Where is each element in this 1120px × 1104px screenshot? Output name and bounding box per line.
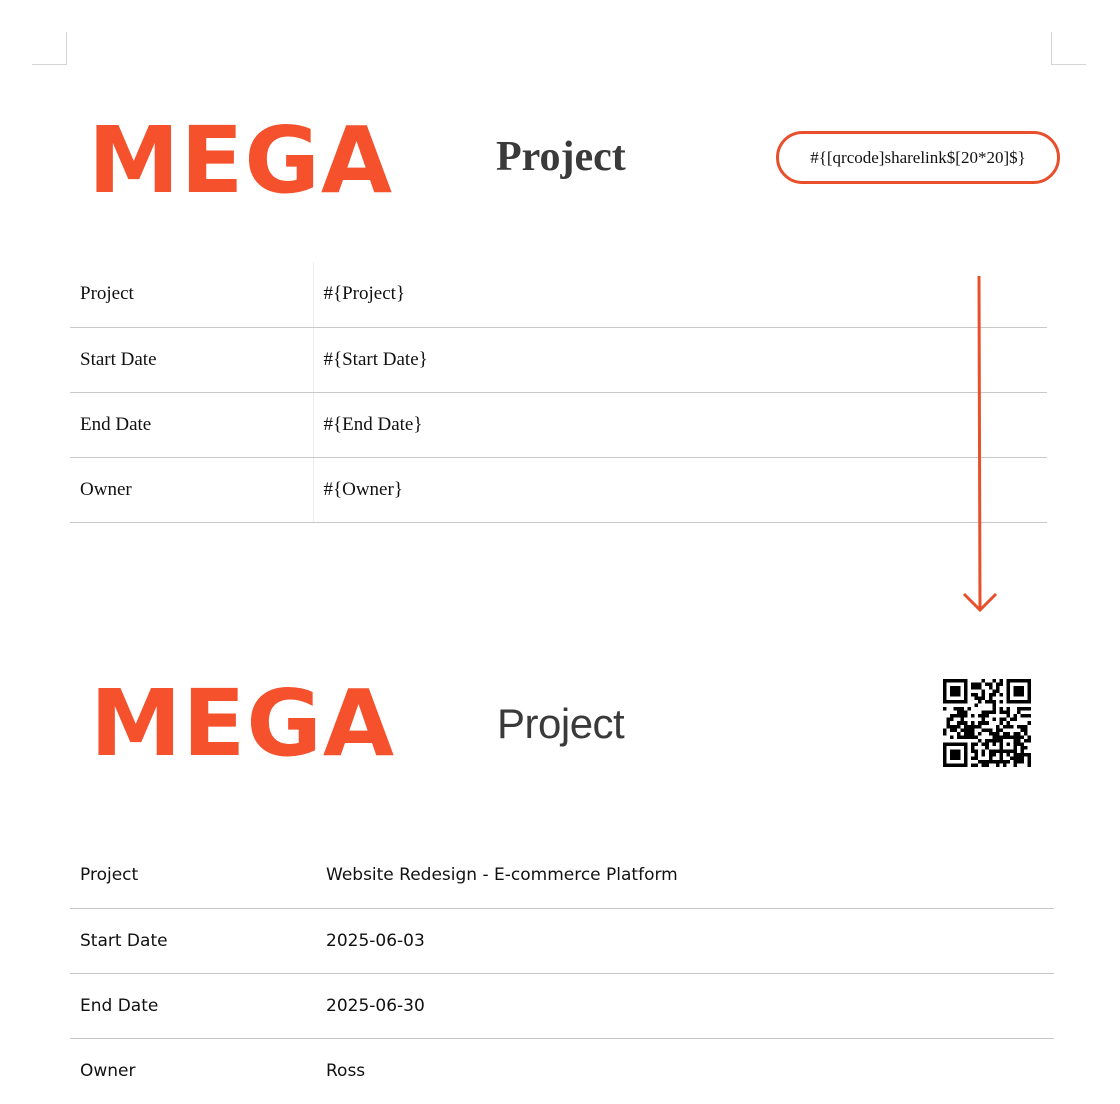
table-row <box>70 327 1047 392</box>
result-field-table <box>70 843 1054 1103</box>
table-row <box>70 457 1047 522</box>
table-row <box>70 262 1047 327</box>
field-value: 2025-06-30 <box>316 973 1054 1038</box>
field-value: #{Owner} <box>313 457 1047 522</box>
field-value: Ross <box>326 1060 366 1081</box>
field-value: #{Start Date} <box>313 327 1047 392</box>
result-logo: MEGA <box>90 670 396 777</box>
field-label: Start Date <box>70 908 316 973</box>
arrow-down-icon <box>960 276 1000 616</box>
qr-placeholder-annotation <box>776 131 1060 184</box>
field-label: Start Date <box>70 327 313 392</box>
table-row <box>70 1038 1054 1103</box>
field-label: End Date <box>70 973 316 1038</box>
field-label: Owner <box>80 1060 136 1081</box>
qr-placeholder-text: #{[qrcode]sharelink$[20*20]$} <box>810 147 1026 167</box>
table-row <box>70 908 1054 973</box>
template-field-table <box>70 262 1047 523</box>
result-title: Project <box>497 700 625 747</box>
crop-mark-top-right <box>1051 32 1086 65</box>
field-label: End Date <box>70 392 313 457</box>
field-value: #{End Date} <box>313 392 1047 457</box>
field-label: Owner <box>70 457 313 522</box>
table-row <box>70 392 1047 457</box>
qr-code-icon <box>943 679 1031 767</box>
field-value: #{Project} <box>313 262 1047 327</box>
field-value: 2025-06-03 <box>316 908 1054 973</box>
template-logo: MEGA <box>88 107 394 214</box>
crop-mark-top-left <box>32 32 67 65</box>
template-title: Project <box>496 134 626 180</box>
table-row <box>70 973 1054 1038</box>
field-label: Project <box>70 262 313 327</box>
table-row <box>70 843 1054 908</box>
field-value: Website Redesign - E-commerce Platform <box>316 843 1054 908</box>
field-label: Project <box>70 843 316 908</box>
